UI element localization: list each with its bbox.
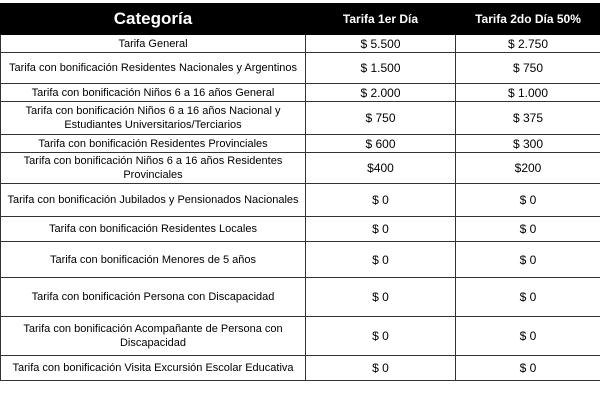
row-first-day: $ 0 <box>306 184 456 217</box>
row-second-day: $200 <box>456 153 600 184</box>
row-first-day: $ 0 <box>306 278 456 317</box>
header-category: Categoría <box>1 4 306 35</box>
table-row <box>1 184 600 217</box>
price-table <box>0 3 600 381</box>
row-category: Tarifa General <box>1 35 306 53</box>
row-category: Tarifa con bonificación Acompañante de Persona con Discapacidad <box>1 317 306 356</box>
row-first-day: $ 0 <box>306 356 456 381</box>
row-first-day: $ 600 <box>306 135 456 153</box>
row-second-day: $ 2.750 <box>456 35 600 53</box>
row-category: Tarifa con bonificación Residentes Nacionales y Argentinos <box>1 53 306 84</box>
row-first-day: $ 1.500 <box>306 53 456 84</box>
row-category: Tarifa con bonificación Jubilados y Pensionados Nacionales <box>1 184 306 217</box>
row-category: Tarifa con bonificación Niños 6 a 16 años Residentes Provinciales <box>1 153 306 184</box>
row-first-day: $ 5.500 <box>306 35 456 53</box>
row-second-day: $ 300 <box>456 135 600 153</box>
row-second-day: $ 0 <box>456 317 600 356</box>
row-category: Tarifa con bonificación Niños 6 a 16 años General <box>1 84 306 102</box>
table-row <box>1 278 600 317</box>
table-row <box>1 135 600 153</box>
row-category: Tarifa con bonificación Menores de 5 años <box>1 242 306 278</box>
table-row <box>1 153 600 184</box>
header-second-day: Tarifa 2do Día 50% <box>456 4 600 35</box>
row-first-day: $ 2.000 <box>306 84 456 102</box>
row-first-day: $400 <box>306 153 456 184</box>
row-first-day: $ 750 <box>306 102 456 135</box>
row-category: Tarifa con bonificación Niños 6 a 16 años Nacional y Estudiantes Universitarios/Terciarios <box>1 102 306 135</box>
row-second-day: $ 0 <box>456 242 600 278</box>
row-category: Tarifa con bonificación Residentes Locales <box>1 217 306 242</box>
row-second-day: $ 0 <box>456 278 600 317</box>
row-second-day: $ 1.000 <box>456 84 600 102</box>
row-second-day: $ 0 <box>456 356 600 381</box>
table-row <box>1 317 600 356</box>
table-row <box>1 102 600 135</box>
row-second-day: $ 750 <box>456 53 600 84</box>
row-category: Tarifa con bonificación Visita Excursión Escolar Educativa <box>1 356 306 381</box>
header-first-day: Tarifa 1er Día <box>306 4 456 35</box>
table-row <box>1 242 600 278</box>
row-second-day: $ 375 <box>456 102 600 135</box>
table-row <box>1 35 600 53</box>
table-row <box>1 53 600 84</box>
table-row <box>1 84 600 102</box>
row-first-day: $ 0 <box>306 217 456 242</box>
row-first-day: $ 0 <box>306 317 456 356</box>
header-row <box>1 4 600 35</box>
row-second-day: $ 0 <box>456 184 600 217</box>
row-first-day: $ 0 <box>306 242 456 278</box>
table-row <box>1 217 600 242</box>
row-second-day: $ 0 <box>456 217 600 242</box>
row-category: Tarifa con bonificación Persona con Discapacidad <box>1 278 306 317</box>
row-category: Tarifa con bonificación Residentes Provinciales <box>1 135 306 153</box>
table-row <box>1 356 600 381</box>
